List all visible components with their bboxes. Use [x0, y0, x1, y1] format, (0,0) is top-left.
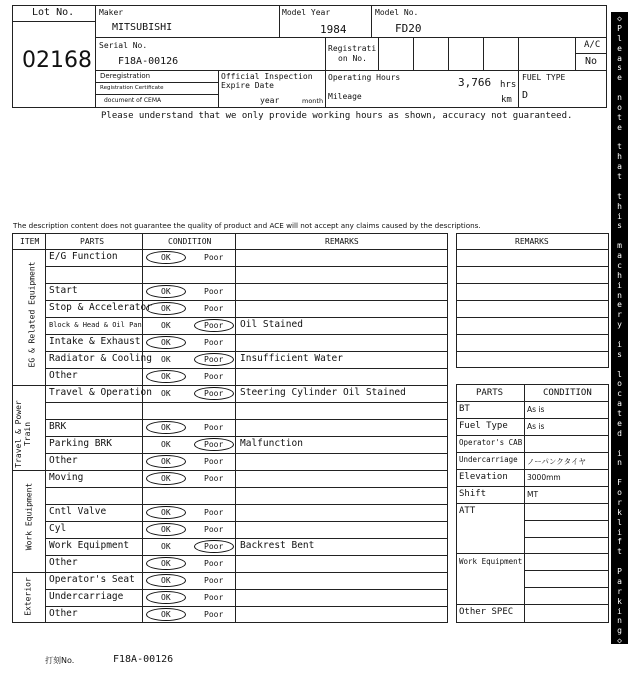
selected-ok-mark — [146, 591, 186, 604]
selected-ok-mark — [146, 574, 186, 587]
model-year-label: Model Year — [282, 8, 331, 17]
selected-poor-mark — [194, 540, 234, 553]
spec-condition: As is — [527, 422, 545, 431]
month-label: month — [302, 97, 324, 105]
fuel-type-label: FUEL TYPE — [522, 73, 566, 82]
selected-ok-mark — [146, 608, 186, 621]
header-condition: CONDITION — [168, 237, 212, 246]
cond-ok: OK — [161, 576, 171, 585]
header-item: ITEM — [20, 237, 40, 246]
cond-poor: Poor — [204, 423, 224, 432]
spec-part: BT — [459, 404, 470, 414]
spec-part: Fuel Type — [459, 421, 508, 431]
disclaimer: The description content does not guarantee the quality of product and ACE will not accept any claims caused by the descriptions. — [13, 221, 481, 230]
selected-ok-mark — [146, 472, 186, 485]
cond-poor: Poor — [204, 593, 224, 602]
ac-label: A/C — [584, 40, 601, 50]
selected-ok-mark — [146, 302, 186, 315]
cond-ok: OK — [161, 440, 171, 449]
deregistration-label: Deregistration — [100, 72, 151, 80]
cond-ok: OK — [161, 610, 171, 619]
selected-poor-mark — [194, 438, 234, 451]
inspection-label: Official Inspection Expire Date — [221, 72, 313, 90]
cond-ok: OK — [161, 338, 171, 347]
cond-poor: Poor — [204, 338, 224, 347]
row-part: Stop & Accelerator — [49, 302, 152, 313]
cema-label: document of CEMA — [104, 97, 162, 104]
spec-part: ATT — [459, 506, 476, 516]
spec-condition: 3000mm — [527, 473, 561, 482]
header-remarks-right: REMARKS — [515, 237, 549, 246]
cond-poor: Poor — [204, 389, 224, 398]
selected-poor-mark — [194, 353, 234, 366]
group-travel: Travel & Power Train — [14, 400, 32, 468]
serial-label: Serial No. — [99, 41, 148, 50]
cond-ok: OK — [161, 542, 171, 551]
cond-poor: Poor — [204, 321, 224, 330]
row-part: Other — [49, 608, 78, 619]
op-hours-value: 3,766 — [458, 76, 492, 89]
selected-ok-mark — [146, 455, 186, 468]
spec-condition: MT — [527, 490, 539, 499]
reg-cert-label: Registration Certificate — [100, 85, 164, 91]
spec-condition: As is — [527, 405, 545, 414]
cond-ok: OK — [161, 423, 171, 432]
row-part: Work Equipment — [49, 540, 130, 551]
cond-poor: Poor — [204, 372, 224, 381]
hrs-label: hrs — [500, 80, 517, 90]
registration-label: Registrati on No. — [328, 44, 377, 63]
spec-condition-header: CONDITION — [543, 388, 592, 398]
ac-value: No — [585, 56, 598, 67]
row-part: Undercarriage — [49, 591, 124, 602]
row-part: Start — [49, 285, 78, 296]
cond-poor: Poor — [204, 355, 224, 364]
selected-ok-mark — [146, 523, 186, 536]
cond-ok: OK — [161, 389, 171, 398]
fuel-type-value: D — [522, 90, 529, 101]
model-year-value: 1984 — [320, 23, 347, 36]
selected-ok-mark — [146, 557, 186, 570]
row-part: Other — [49, 455, 78, 466]
row-remark: Insufficient Water — [240, 353, 343, 364]
stamp-label: 打刻No. — [45, 656, 75, 665]
row-part: Other — [49, 557, 78, 568]
spec-part: Elevation — [459, 472, 508, 482]
row-part: Travel & Operation — [49, 387, 152, 398]
header-remarks: REMARKS — [325, 237, 359, 246]
spec-part: Work Equipment — [459, 557, 523, 566]
group-eg: EG & Related Equipment — [27, 261, 37, 368]
cond-ok: OK — [161, 525, 171, 534]
cond-ok: OK — [161, 508, 171, 517]
cond-poor: Poor — [204, 559, 224, 568]
stamp-value: F18A-00126 — [113, 654, 174, 665]
cond-ok: OK — [161, 355, 171, 364]
cond-ok: OK — [161, 457, 171, 466]
notice-hours: Please understand that we only provide working hours as shown, accuracy not guaranteed. — [101, 111, 573, 121]
cond-poor: Poor — [204, 440, 224, 449]
cond-ok: OK — [161, 474, 171, 483]
selected-poor-mark — [194, 387, 234, 400]
selected-poor-mark — [194, 319, 234, 332]
cond-poor: Poor — [204, 610, 224, 619]
spec-part: Other SPEC — [459, 607, 514, 617]
serial-value: F18A-00126 — [118, 56, 179, 67]
row-part: Block & Head & Oil Pan — [49, 321, 142, 329]
cond-poor: Poor — [204, 508, 224, 517]
cond-poor: Poor — [204, 457, 224, 466]
row-remark: Oil Stained — [240, 319, 303, 330]
header-parts: PARTS — [80, 237, 105, 246]
model-no-label: Model No. — [375, 8, 419, 17]
year-label: year — [260, 96, 280, 105]
row-remark: Steering Cylinder Oil Stained — [240, 387, 406, 398]
row-part: Operator's Seat — [49, 574, 135, 585]
cond-poor: Poor — [204, 542, 224, 551]
row-part: BRK — [49, 421, 67, 432]
row-remark: Backrest Bent — [240, 540, 315, 551]
selected-ok-mark — [146, 285, 186, 298]
km-label: km — [501, 95, 512, 105]
op-hours-label: Operating Hours — [328, 73, 401, 82]
row-remark: Malfunction — [240, 438, 303, 449]
spec-part: Shift — [459, 489, 487, 499]
selected-ok-mark — [146, 421, 186, 434]
row-part: Intake & Exhaust — [49, 336, 141, 347]
spec-condition: ノーパンクタイヤ — [527, 457, 586, 466]
cond-ok: OK — [161, 372, 171, 381]
cond-poor: Poor — [204, 304, 224, 313]
cond-poor: Poor — [204, 474, 224, 483]
cond-ok: OK — [161, 253, 171, 262]
cond-ok: OK — [161, 321, 171, 330]
row-part: Other — [49, 370, 78, 381]
cond-ok: OK — [161, 304, 171, 313]
cond-poor: Poor — [204, 576, 224, 585]
group-exterior: Exterior — [23, 577, 33, 616]
row-part: Radiator & Cooling — [49, 353, 152, 364]
model-no-value: FD20 — [395, 22, 422, 35]
spec-part: Operator's CAB — [459, 438, 523, 447]
maker-label: Maker — [99, 8, 124, 17]
row-part: E/G Function — [49, 251, 118, 262]
cond-poor: Poor — [204, 525, 224, 534]
cond-ok: OK — [161, 559, 171, 568]
row-part: Moving — [49, 472, 84, 483]
selected-ok-mark — [146, 251, 186, 264]
row-part: Cyl — [49, 523, 67, 534]
cond-ok: OK — [161, 287, 171, 296]
lot-label: Lot No. — [32, 7, 75, 18]
cond-ok: OK — [161, 593, 171, 602]
row-part: Cntl Valve — [49, 506, 107, 517]
selected-ok-mark — [146, 506, 186, 519]
spec-part: Undercarriage — [459, 455, 518, 464]
cond-poor: Poor — [204, 287, 224, 296]
selected-ok-mark — [146, 336, 186, 349]
spec-parts-header: PARTS — [476, 388, 504, 398]
selected-ok-mark — [146, 370, 186, 383]
group-work: Work Equipment — [24, 482, 34, 551]
mileage-label: Mileage — [328, 92, 362, 101]
row-part: Parking BRK — [49, 438, 112, 449]
lot-number: 02168 — [22, 48, 92, 73]
maker-value: MITSUBISHI — [112, 22, 173, 33]
cond-poor: Poor — [204, 253, 224, 262]
